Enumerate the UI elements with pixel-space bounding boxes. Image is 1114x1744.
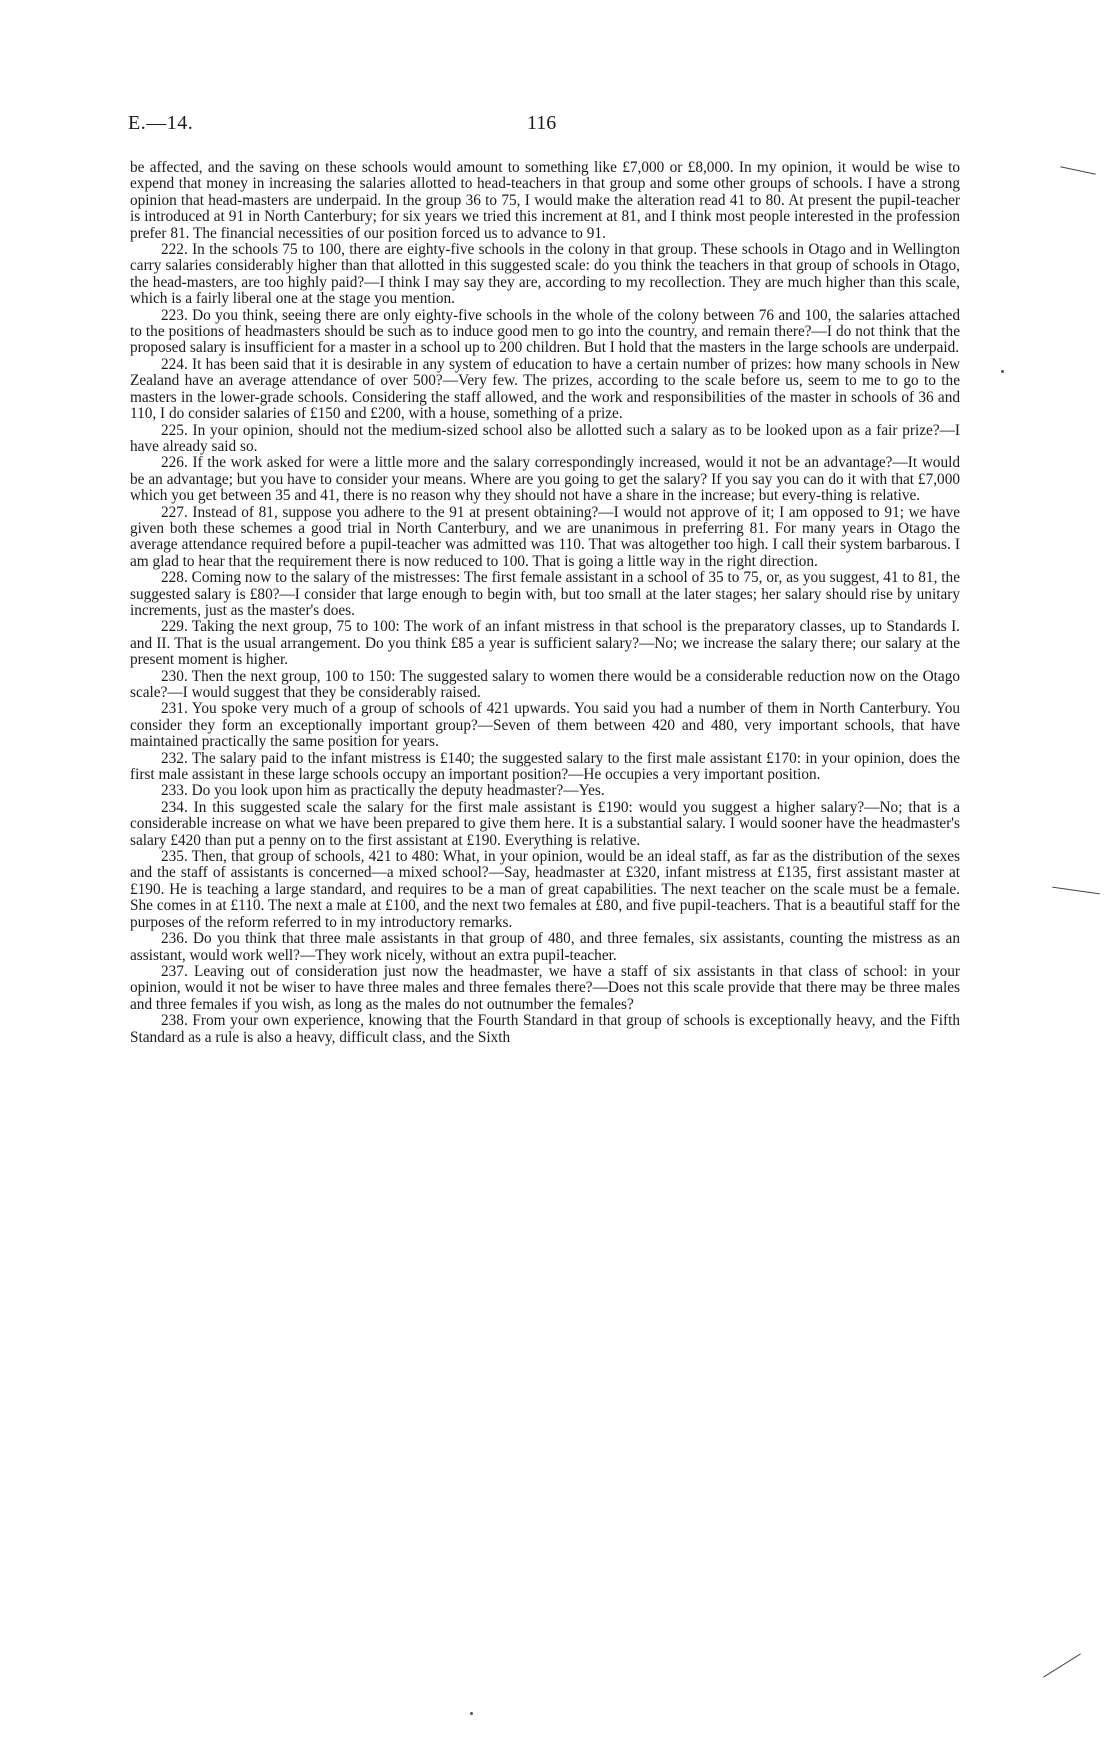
paragraph-226: 226. If the work asked for were a little more and the salary correspondingly increased, would it not be an advantage?—It would be an advantage; but you have to consider your means. Where are you going to get the salary? If you say you can do it with that £7,000 which you get between 35 and 41, there is no reason why they should not have a share in the increase; but every-thing is relative. — [130, 454, 960, 505]
document-reference: E.—14. — [128, 112, 194, 134]
paragraph-237: 237. Leaving out of consideration just now the headmaster, we have a staff of six assistants in that class of school: in your opinion, would it not be wiser to have three males and three females there?—Does not this scale provide that there may be three males and three females if you wish, as long as the males do not outnumber the females? — [130, 962, 960, 1013]
paragraph-227: 227. Instead of 81, suppose you adhere to the 91 at present obtaining?—I would not approve of it; I am opposed to 91; we have given both these schemes a good trial in North Canterbury, and we are unanimous in preferring 81. For many years in Otago the average attendance required before a pupil-teacher was admitted was 110. That was altogether too high. I call their system barbarous. I am glad to hear that the requirement there is now reduced to 100. That is going a little way in the right direction. — [130, 503, 960, 570]
paragraph-228: 228. Coming now to the salary of the mistresses: The first female assistant in a school of 35 to 75, or, as you suggest, 41 to 81, the suggested salary is £80?—I consider that large enough to begin with, but too small at the later stages; her salary should rise by unitary increments, just as the master's does. — [130, 569, 960, 619]
ink-speck — [470, 1712, 473, 1715]
paragraph-229: 229. Taking the next group, 75 to 100: The work of an infant mistress in that school is the preparatory classes, up to Standards I. and II. That is the usual arrangement. Do you think £85 a year is sufficient salary?—No; we increase the salary there; our salary at the present moment is higher. — [130, 618, 960, 669]
margin-pencil-mark — [1052, 887, 1100, 895]
paragraph-continuation: be affected, and the saving on these schools would amount to something like £7,000 or £8,000. In my opinion, it would be wise to expend that money in increasing the salaries allotted to head-teachers in that group and some other groups of schools. I have a strong opinion that head-masters are underpaid. In the group 36 to 75, I would make the alteration read 41 to 80. At present the pupil-teacher is introduced at 91 in North Canterbury; for six years we tried this increment at 81, and I think most people interested in the profession prefer 81. The financial necessities of our position forced us to advance to 91. — [130, 159, 960, 242]
page-header — [128, 112, 968, 142]
paragraph-234: 234. In this suggested scale the salary for the first male assistant is £190: would you suggest a higher salary?—No; that is a considerable increase on what we have been prepared to give them here. It is a substantial salary. I would sooner have the headmaster's salary £420 than put a penny on to the first assistant at £190. Everything is relative. — [130, 798, 960, 849]
margin-pencil-mark — [1043, 1653, 1081, 1677]
paragraph-230: 230. Then the next group, 100 to 150: The suggested salary to women there would be a considerable reduction now on the Otago scale?—I would suggest that they be considerably raised. — [130, 667, 960, 701]
paragraph-232: 232. The salary paid to the infant mistress is £140; the suggested salary to the first male assistant £170: in your opinion, does the first male assistant in these large schools occupy an important position?—He occupies a very important position. — [130, 749, 960, 784]
paragraph-223: 223. Do you think, seeing there are only eighty-five schools in the whole of the colony between 76 and 100, the salaries attached to the positions of headmasters should be such as to induce good men to go into the country, and remain there?—I do not think that the proposed salary is insufficient for a master in a school up to 200 children. But I hold that the masters in the large schools are underpaid. — [130, 306, 960, 357]
paragraph-225: 225. In your opinion, should not the medium-sized school also be allotted such a salary as to be looked upon as a fair prize?—I have already said so. — [130, 421, 960, 455]
ink-speck — [1001, 370, 1004, 373]
paragraph-224: 224. It has been said that it is desirable in any system of education to have a certain number of prizes: how many schools in New Zealand have an average attendance of over 500?—Very few. The prizes, according to the scale before us, seem to me to go to the masters in the lower-grade schools. Considering the staff allowed, and the work and responsibilities of the master in schools of 36 and 110, I do consider salaries of £150 and £200, with a house, something of a prize. — [130, 355, 960, 423]
paragraph-236: 236. Do you think that three male assistants in that group of 480, and three females, six assistants, counting the mistress as an assistant, would work well?—They work nicely, without an extra pupil-teacher. — [130, 930, 960, 964]
paragraph-222: 222. In the schools 75 to 100, there are eighty-five schools in the colony in that group. These schools in Otago and in Wellington carry salaries considerably higher than that allotted in this suggested scale: do you think the teachers in that group of schools in Otago, the head-masters, are too highly paid?—I think I may say they are, according to my recollection. They are much higher than this scale, which is a fairly liberal one at the stage you mention. — [130, 241, 960, 308]
page-number: 116 — [527, 112, 557, 134]
paragraph-235: 235. Then, that group of schools, 421 to 480: What, in your opinion, would be an ideal staff, as far as the distribution of the sexes and the staff of assistants is concerned—a mixed school?—Say, headmaster at £320, infant mistress at £135, first assistant master at £190. He is teaching a large standard, and requires to be a man of great capabilities. The next teacher on the scale must be a female. She comes in at £110. The next a male at £100, and the next two females at £80, and five pupil-teachers. That is a beautiful staff for the purposes of the reform referred to in my introductory remarks. — [130, 848, 960, 931]
body-text — [130, 160, 960, 1046]
paragraph-231: 231. You spoke very much of a group of schools of 421 upwards. You said you had a number of them in North Canterbury. You consider they form an exceptionally important group?—Seven of them between 420 and 480, very important schools, that have maintained practically the same position for years. — [130, 700, 960, 751]
margin-pencil-mark — [1060, 166, 1095, 174]
paragraph-233: 233. Do you look upon him as practically the deputy headmaster?—Yes. — [161, 782, 605, 800]
paragraph-238: 238. From your own experience, knowing that the Fourth Standard in that group of schools is exceptionally heavy, and the Fifth Standard as a rule is also a heavy, difficult class, and the Sixth — [130, 1012, 960, 1046]
